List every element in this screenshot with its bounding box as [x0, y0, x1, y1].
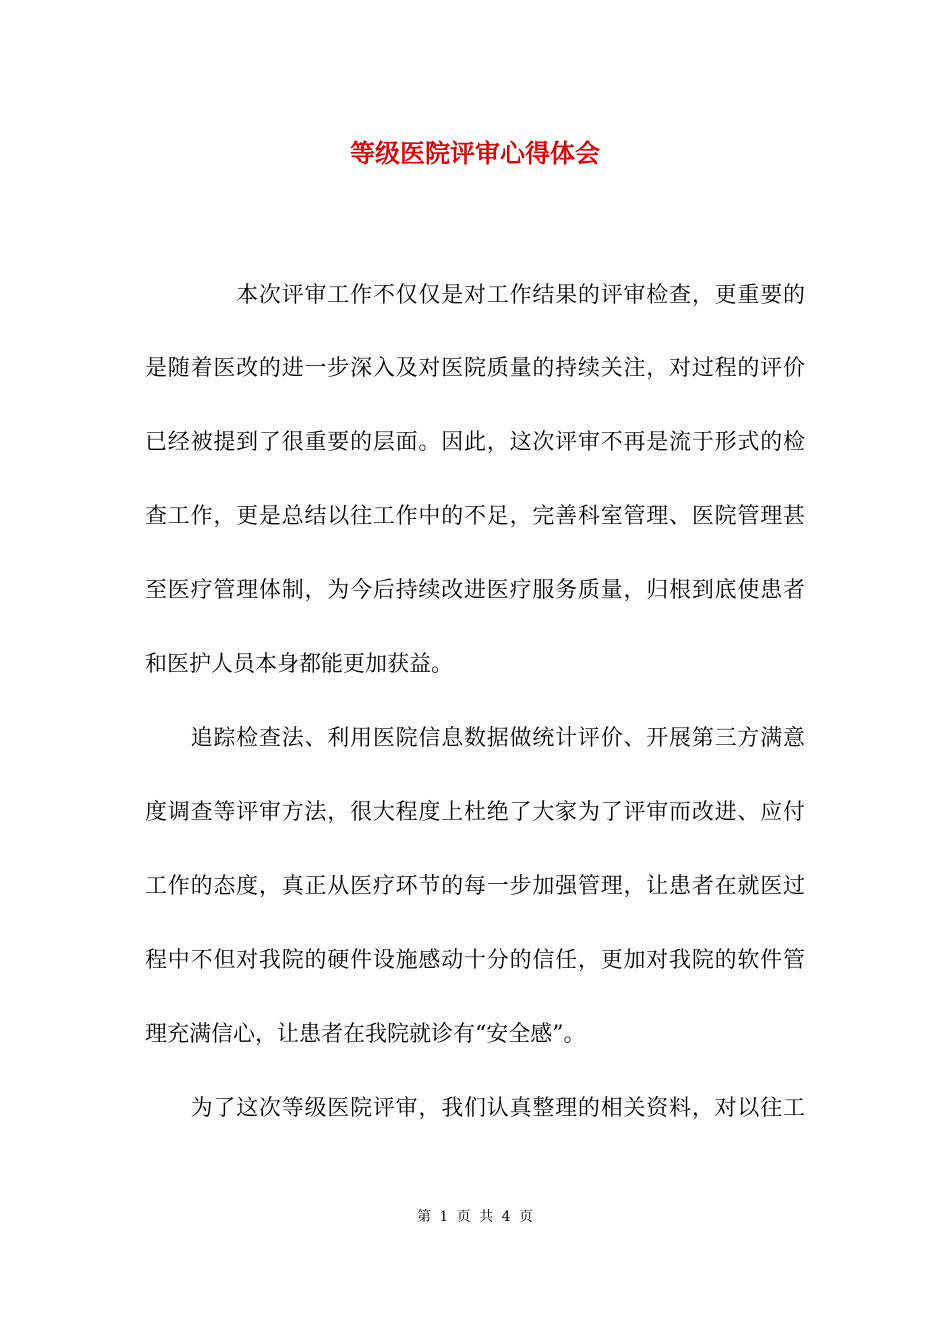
document-title: 等级医院评审心得体会: [349, 139, 600, 168]
text-line: 本次评审工作不仅仅是对工作结果的评审检查，更重要的: [145, 283, 805, 308]
page-number-footer: 第 1 页 共 4 页: [416, 1209, 534, 1225]
text-line: 已经被提到了很重要的层面。因此，这次评审不再是流于形式的检: [145, 430, 805, 455]
text-line: 和医护人员本身都能更加获益。: [145, 652, 454, 677]
text-line: 程中不但对我院的硬件设施感动十分的信任，更加对我院的软件管: [145, 948, 805, 973]
text-line: 至医疗管理体制，为今后持续改进医疗服务质量，归根到底使患者: [145, 578, 805, 603]
text-line: 查工作，更是总结以往工作中的不足，完善科室管理、医院管理甚: [145, 504, 805, 529]
text-line: 工作的态度，真正从医疗环节的每一步加强管理，让患者在就医过: [145, 874, 805, 899]
text-line: 追踪检查法、利用医院信息数据做统计评价、开展第三方满意: [145, 726, 805, 751]
text-line: 为了这次等级医院评审，我们认真整理的相关资料，对以往工: [145, 1096, 805, 1121]
text-line: 理充满信心，让患者在我院就诊有“安全感”。: [145, 1022, 586, 1047]
text-line: 是随着医改的进一步深入及对医院质量的持续关注，对过程的评价: [145, 356, 805, 381]
text-line: 度调查等评审方法，很大程度上杜绝了大家为了评审而改进、应付: [145, 800, 805, 825]
